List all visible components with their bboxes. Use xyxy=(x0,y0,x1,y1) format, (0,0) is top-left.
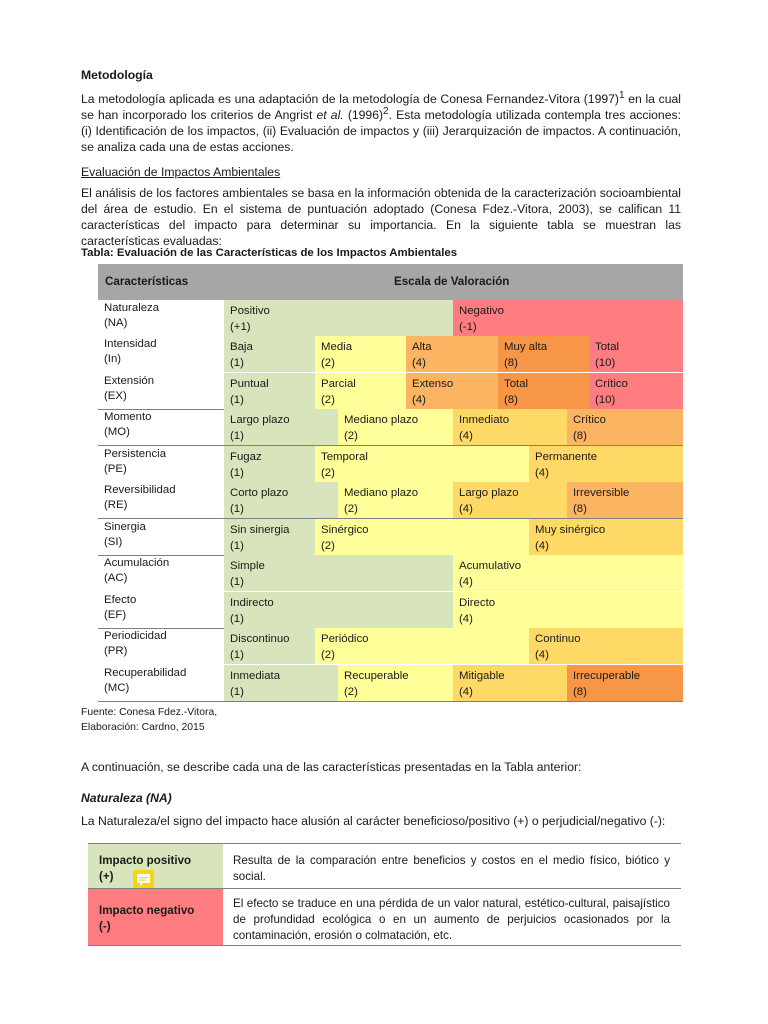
scale-cell-label: Negativo xyxy=(459,305,504,317)
row-label-name: Intensidad xyxy=(104,338,157,350)
scale-cell-label: Irrecuperable xyxy=(573,670,641,682)
table-header xyxy=(98,264,683,300)
scale-cell xyxy=(224,336,315,372)
scale-cell-label: Total xyxy=(504,378,529,390)
row-label xyxy=(104,410,151,440)
scale-cell-value: (4) xyxy=(535,466,549,479)
scale-cell xyxy=(453,300,683,336)
row-label xyxy=(104,520,146,550)
scale-cell-value: (1) xyxy=(230,393,244,406)
scale-cell xyxy=(315,519,529,555)
scale-cell-value: (2) xyxy=(321,648,335,661)
row-label-code: (EF) xyxy=(104,609,127,621)
row-label-name: Momento xyxy=(104,411,152,423)
scale-cell xyxy=(224,592,453,628)
scale-cell xyxy=(406,373,498,409)
scale-cell-label: Irreversible xyxy=(573,487,630,499)
impact-negative-title: Impacto negativo xyxy=(99,904,195,917)
scale-cell xyxy=(453,409,567,445)
row-label xyxy=(104,629,167,659)
intro-paragraph xyxy=(81,91,681,155)
impact-positive-desc: Resulta de la comparación entre beneficios y costos en el medio físico, biótico y social. xyxy=(233,854,670,883)
row-label-code: (PE) xyxy=(104,463,127,475)
impact-negative-label xyxy=(88,889,223,945)
row-label xyxy=(104,593,136,623)
scale-cell-value: (2) xyxy=(344,685,358,698)
row-label-name: Sinergia xyxy=(104,521,146,533)
row-label-name: Efecto xyxy=(104,594,137,606)
row-label xyxy=(104,483,176,513)
impact-positive-title: Impacto positivo xyxy=(99,854,192,867)
scale-cell-value: (1) xyxy=(230,356,244,369)
scale-cell-label: Periódico xyxy=(321,633,369,645)
scale-cell xyxy=(224,519,315,555)
scale-cell-value: (4) xyxy=(412,356,426,369)
scale-cell-value: (8) xyxy=(504,393,518,406)
scale-cell-value: (1) xyxy=(230,612,244,625)
table-divider xyxy=(88,945,681,946)
scale-cell-value: (2) xyxy=(321,393,335,406)
scale-cell xyxy=(315,336,406,372)
header-scale: Escala de Valoración xyxy=(394,275,510,288)
scale-cell-value: (1) xyxy=(230,575,244,588)
scale-cell-value: (2) xyxy=(321,356,335,369)
section-paragraph: El análisis de los factores ambientales se basa en la información obtenida de la caracterización socioambiental del área de estudio. En el sistema de puntuación adoptado (Conesa Fdez.-Vitora, 2003), se califican 11 características del impacto para determinar su importancia. En la siguiente tabla se muestran las características evaluadas: xyxy=(81,186,681,248)
scale-cell-value: (8) xyxy=(504,356,518,369)
scale-cell xyxy=(453,482,567,518)
scale-cell-label: Fugaz xyxy=(230,451,262,463)
scale-cell-value: (2) xyxy=(344,429,358,442)
impact-negative-sign: (-) xyxy=(99,920,111,933)
intro-text-1: La metodología aplicada es una adaptación de la metodología de Conesa Fernandez-Vitora (1997) xyxy=(81,92,619,106)
scale-cell xyxy=(498,336,589,372)
scale-cell xyxy=(224,300,453,336)
scale-cell-label: Largo plazo xyxy=(459,487,519,499)
scale-cell xyxy=(315,446,529,482)
scale-cell-value: (8) xyxy=(573,685,587,698)
row-label xyxy=(104,374,154,404)
row-label-code: (EX) xyxy=(104,390,127,402)
scale-cell xyxy=(224,665,338,701)
row-label xyxy=(104,447,166,477)
scale-cell-value: (1) xyxy=(230,466,244,479)
naturaleza-heading: Naturaleza (NA) xyxy=(81,791,172,805)
row-label xyxy=(104,556,169,586)
impact-positive-sign: (+) xyxy=(99,870,114,883)
scale-cell-value: (4) xyxy=(459,575,473,588)
scale-cell-label: Continuo xyxy=(535,633,581,645)
scale-cell-label: Crítico xyxy=(595,378,628,390)
scale-cell-value: (8) xyxy=(573,429,587,442)
scale-cell-label: Mediano plazo xyxy=(344,487,419,499)
scale-cell-label: Recuperable xyxy=(344,670,409,682)
scale-cell-label: Directo xyxy=(459,597,496,609)
scale-cell xyxy=(589,336,683,372)
scale-cell-value: (1) xyxy=(230,429,244,442)
header-characteristics: Características xyxy=(105,275,189,288)
scale-cell-value: (1) xyxy=(230,539,244,552)
scale-cell-label: Mediano plazo xyxy=(344,414,419,426)
scale-cell-value: (4) xyxy=(459,502,473,515)
scale-cell-value: (4) xyxy=(459,429,473,442)
scale-cell-value: (-1) xyxy=(459,320,477,333)
row-label-name: Persistencia xyxy=(104,448,167,460)
scale-cell xyxy=(406,336,498,372)
scale-cell xyxy=(453,592,683,628)
elaboration-line: Elaboración: Cardno, 2015 xyxy=(81,722,205,733)
describe-paragraph: A continuación, se describe cada una de las características presentadas en la Tabla anterior: xyxy=(81,760,582,774)
row-label xyxy=(104,666,186,696)
scale-cell xyxy=(567,665,683,701)
row-label-code: (PR) xyxy=(104,645,128,657)
table-bottom-border xyxy=(98,701,683,702)
scale-cell-value: (4) xyxy=(535,648,549,661)
row-label xyxy=(104,301,159,331)
scale-cell-value: (+1) xyxy=(230,320,251,333)
row-label-name: Naturaleza xyxy=(104,302,160,314)
scale-cell xyxy=(224,373,315,409)
scale-cell-label: Mitigable xyxy=(459,670,505,682)
scale-cell-label: Permanente xyxy=(535,451,598,463)
row-label-code: (AC) xyxy=(104,572,128,584)
scale-cell-label: Total xyxy=(595,341,620,353)
row-label-name: Reversibilidad xyxy=(104,484,176,496)
scale-cell xyxy=(453,555,683,591)
row-label-code: (MC) xyxy=(104,682,130,694)
row-label-code: (MO) xyxy=(104,426,130,438)
scale-cell-label: Crítico xyxy=(573,414,606,426)
impact-positive-label xyxy=(88,844,223,888)
scale-cell-value: (10) xyxy=(595,393,616,406)
scale-cell-label: Muy alta xyxy=(504,341,548,353)
scale-cell xyxy=(315,373,406,409)
scale-cell xyxy=(224,409,338,445)
scale-cell-value: (4) xyxy=(535,539,549,552)
row-label-code: (SI) xyxy=(104,536,123,548)
scale-cell-label: Temporal xyxy=(321,451,368,463)
scale-cell-label: Muy sinérgico xyxy=(535,524,606,536)
source-line: Fuente: Conesa Fdez.-Vitora, xyxy=(81,707,218,718)
scale-cell xyxy=(224,628,315,664)
scale-cell xyxy=(498,373,589,409)
row-label-code: (RE) xyxy=(104,499,128,511)
scale-cell-value: (4) xyxy=(412,393,426,406)
scale-cell xyxy=(315,628,529,664)
scale-cell-label: Parcial xyxy=(321,378,356,390)
scale-cell xyxy=(224,446,315,482)
intro-text-4: . Esta metodología utilizada contempla tres acciones: (i) Identificación de los impactos, (ii) Evaluación de impactos y (iii) Jerarquización de impactos. A continuación, se analiza cada una de estas acciones. xyxy=(81,108,681,154)
scale-cell-label: Inmediato xyxy=(459,414,510,426)
scale-cell xyxy=(453,665,567,701)
scale-cell-label: Puntual xyxy=(230,378,269,390)
intro-text-2: en la cual se han incorporado los criterios de Angrist xyxy=(81,92,681,122)
scale-cell-label: Extenso xyxy=(412,378,454,390)
scale-cell xyxy=(567,409,683,445)
scale-cell-label: Sinérgico xyxy=(321,524,369,536)
scale-cell-value: (10) xyxy=(595,356,616,369)
scale-cell-label: Corto plazo xyxy=(230,487,289,499)
scale-cell xyxy=(529,446,683,482)
row-label-code: (NA) xyxy=(104,317,128,329)
scale-cell xyxy=(338,665,453,701)
scale-cell-label: Media xyxy=(321,341,353,353)
scale-cell-label: Discontinuo xyxy=(230,633,290,645)
scale-cell xyxy=(589,373,683,409)
scale-cell-label: Sin sinergia xyxy=(230,524,290,536)
scale-cell-label: Largo plazo xyxy=(230,414,290,426)
intro-etal: et al. xyxy=(316,108,344,122)
scale-cell-value: (2) xyxy=(321,466,335,479)
scale-cell xyxy=(338,482,453,518)
row-label-code: (In) xyxy=(104,353,122,365)
scale-cell-label: Baja xyxy=(230,341,253,353)
scale-cell-value: (4) xyxy=(459,685,473,698)
footnote-ref-2[interactable]: 2 xyxy=(383,105,389,117)
scale-cell-value: (2) xyxy=(321,539,335,552)
row-label-name: Periodicidad xyxy=(104,630,167,642)
scale-cell-label: Positivo xyxy=(230,305,270,317)
scale-cell-value: (1) xyxy=(230,685,244,698)
scale-cell xyxy=(567,482,683,518)
scale-cell xyxy=(224,555,453,591)
section-subtitle: Evaluación de Impactos Ambientales xyxy=(81,165,281,179)
naturaleza-paragraph: La Naturaleza/el signo del impacto hace alusión al carácter beneficioso/positivo (+) o perjudicial/negativo (-): xyxy=(81,814,666,828)
scale-cell-value: (2) xyxy=(344,502,358,515)
scale-cell xyxy=(529,519,683,555)
comment-icon[interactable] xyxy=(133,870,154,889)
scale-cell-label: Inmediata xyxy=(230,670,281,682)
intro-text-3: (1996) xyxy=(343,108,384,122)
row-label-name: Extensión xyxy=(104,375,155,387)
footnote-ref-1[interactable]: 1 xyxy=(618,89,625,101)
scale-cell-value: (8) xyxy=(573,502,587,515)
scale-cell-label: Simple xyxy=(230,560,265,572)
scale-cell-label: Indirecto xyxy=(230,597,274,609)
impact-negative-desc: El efecto se traduce en una pérdida de un valor natural, estético-cultural, paisajístico de profundidad ecológica o en un aumento de perjuicios ocasionados por la contaminación, erosión o colmatación, etc. xyxy=(233,897,670,942)
scale-cell-label: Acumulativo xyxy=(459,560,522,572)
scale-cell-value: (4) xyxy=(459,612,473,625)
row-label-name: Recuperabilidad xyxy=(104,667,187,679)
section-heading: Metodología xyxy=(81,68,153,82)
table-title: Tabla: Evaluación de las Características de los Impactos Ambientales xyxy=(81,247,458,259)
scale-cell xyxy=(224,482,338,518)
scale-cell-value: (1) xyxy=(230,648,244,661)
row-label-name: Acumulación xyxy=(104,557,170,569)
scale-cell-value: (1) xyxy=(230,502,244,515)
scale-cell-label: Alta xyxy=(412,341,432,353)
scale-cell xyxy=(338,409,453,445)
row-label xyxy=(104,337,157,367)
scale-cell xyxy=(529,628,683,664)
